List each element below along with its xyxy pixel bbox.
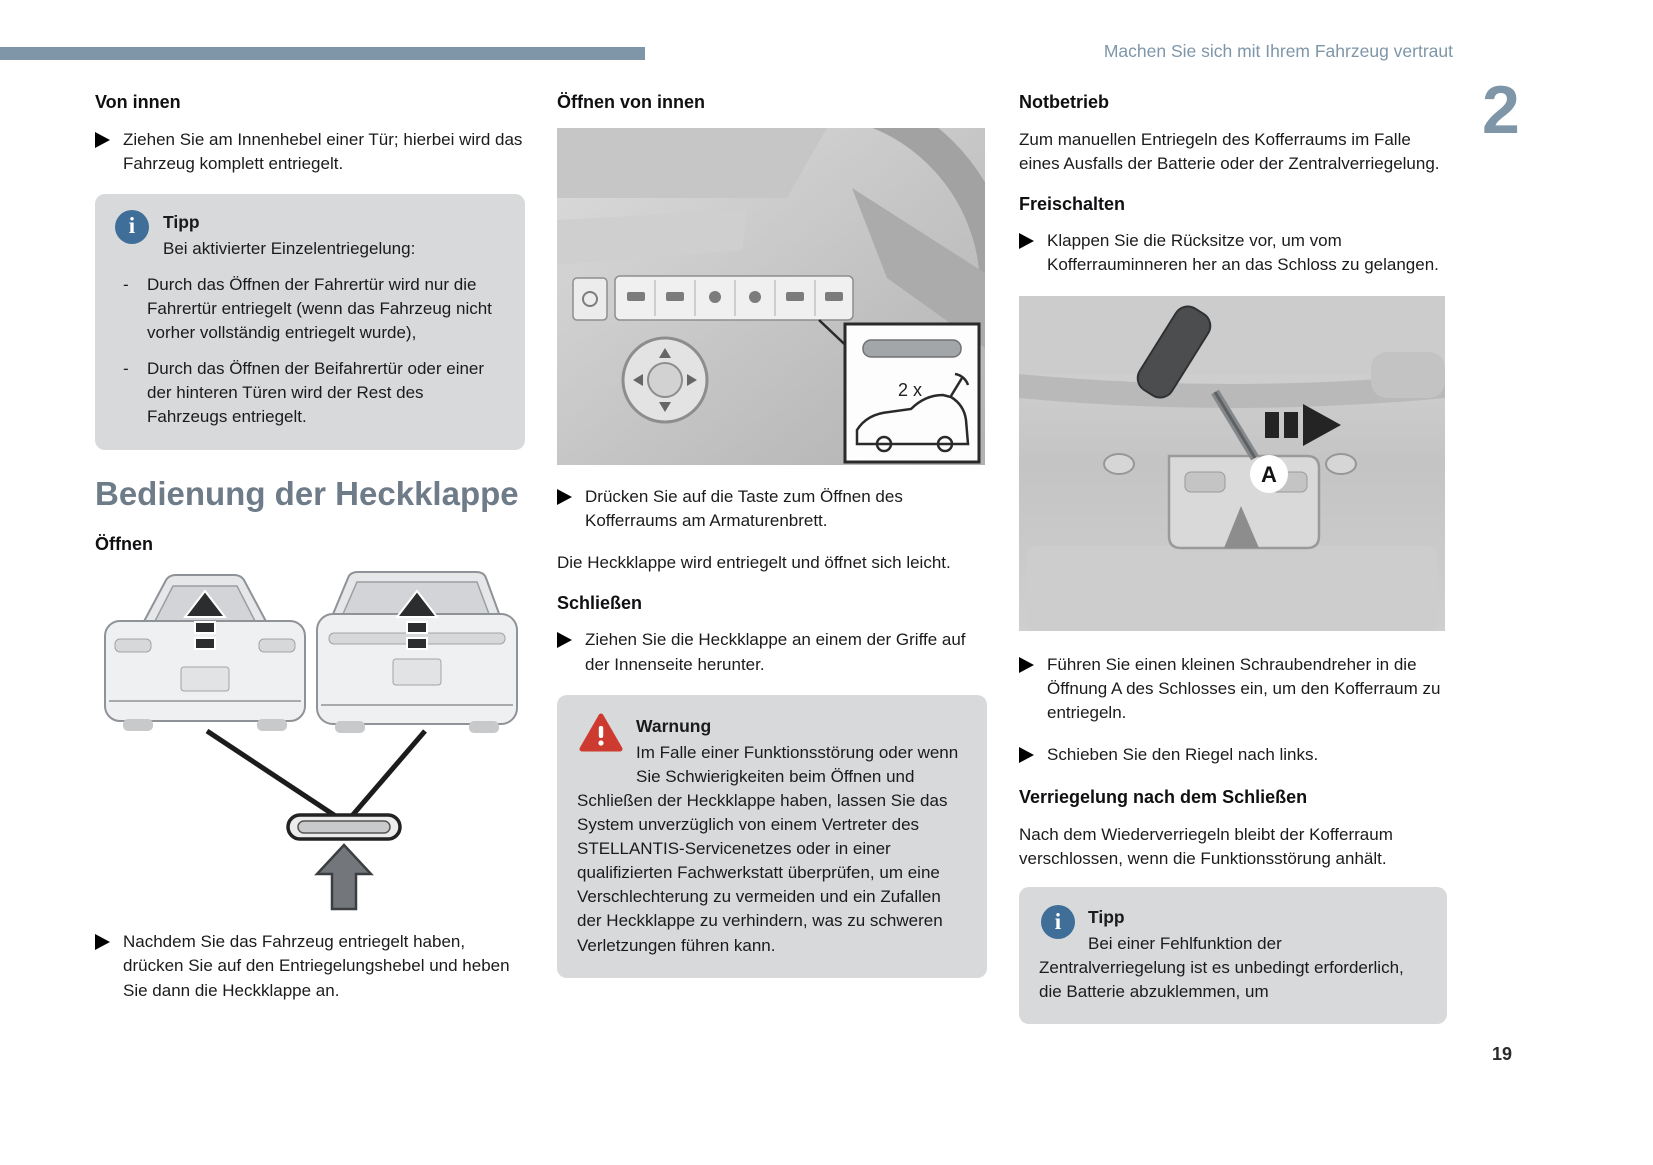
warning-title: Warnung	[636, 715, 712, 736]
section-heading-schliessen: Schließen	[557, 592, 643, 613]
tip-text: Bei einer Fehlfunktion der Zentralverriegelung ist es unbedingt erforderlich, die Batterie abzuklemmen, um	[1039, 933, 1404, 1001]
dash-glyph: -	[123, 359, 129, 379]
body-paragraph: Nach dem Wiederverriegeln bleibt der Kofferraum verschlossen, wenn die Funktionsstörung anhält.	[1019, 824, 1393, 868]
bullet-arrow-icon	[1019, 747, 1034, 763]
instruction-bullet	[557, 485, 987, 533]
page-number: 19	[1492, 1044, 1513, 1064]
column-right	[1019, 90, 1447, 1046]
label-a-text: A	[1261, 461, 1277, 487]
bullet-arrow-icon	[557, 632, 572, 648]
instruction-text: Führen Sie einen kleinen Schraubendreher in die Öffnung A des Schlosses ein, um den Kofferraum zu entriegeln.	[1047, 654, 1441, 722]
instruction-bullet	[557, 628, 987, 676]
tailgate-handle-icon	[288, 815, 400, 839]
info-glyph: i	[128, 213, 136, 239]
section-heading-freischalten: Freischalten	[1019, 193, 1126, 214]
info-icon	[1041, 905, 1075, 939]
bullet-arrow-icon	[557, 489, 572, 505]
tip-intro: Bei aktivierter Einzelentriegelung:	[163, 238, 416, 258]
screw-icon	[1326, 454, 1356, 474]
instruction-text: Klappen Sie die Rücksitze vor, um vom Kofferrauminneren her an das Schloss zu gelangen.	[1047, 231, 1439, 275]
instruction-bullet	[1019, 743, 1447, 767]
body-paragraph: Die Heckklappe wird entriegelt und öffnet sich leicht.	[557, 552, 951, 572]
figure-emergency-lock	[1019, 296, 1447, 631]
instruction-bullet	[95, 930, 525, 1002]
section-heading-verriegelung: Verriegelung nach dem Schließen	[1019, 787, 1308, 808]
screw-icon	[1104, 454, 1134, 474]
light-control-dial	[623, 338, 707, 422]
warning-box	[557, 695, 987, 978]
bullet-arrow-icon	[95, 132, 110, 148]
pointer-line	[207, 731, 337, 817]
dashboard-trim	[557, 128, 827, 198]
tip-box	[95, 194, 525, 450]
pointer-line	[351, 731, 425, 817]
press-count-label: 2 x	[897, 379, 923, 400]
figure-dashboard-button	[557, 128, 987, 465]
lock-mechanism-icon	[1169, 456, 1319, 548]
trunk-trim	[1371, 352, 1445, 398]
emergency-unlock-illustration	[1019, 296, 1445, 631]
dashboard-photo	[557, 128, 985, 465]
section-heading-notbetrieb: Notbetrieb	[1019, 92, 1109, 112]
instruction-bullet	[95, 128, 525, 176]
bullet-arrow-icon	[1019, 233, 1034, 249]
tip-title: Tipp	[1088, 906, 1125, 927]
dashboard-switch-panel	[573, 276, 853, 320]
header-rule	[0, 47, 645, 60]
column-left	[95, 90, 525, 1021]
lift-arrow-icon	[317, 845, 371, 909]
tip-list-item	[115, 357, 505, 429]
tip-item-text: Durch das Öffnen der Beifahrertür oder einer der hinteren Türen wird der Rest des Fahrzeugs entriegelt.	[147, 359, 485, 427]
bullet-arrow-icon	[1019, 657, 1034, 673]
body-paragraph: Zum manuellen Entriegeln des Kofferraums im Falle eines Ausfalls der Batterie oder der Zentralverriegelung.	[1019, 129, 1440, 173]
instruction-bullet	[1019, 229, 1447, 277]
tip-box	[1019, 887, 1447, 1024]
tip-list-item	[115, 273, 505, 345]
info-icon	[115, 210, 149, 244]
section-heading-oeffnen-von-innen: Öffnen von innen	[557, 92, 705, 112]
chapter-number: 2	[1482, 72, 1520, 148]
dash-glyph: -	[123, 274, 129, 294]
warning-text: Im Falle einer Funktionsstörung oder wenn Sie Schwierigkeiten beim Öffnen und Schließen der Heckklappe haben, lassen Sie das System unverzüglich von einem Vertreter des STELLANTIS-Servicenetzes oder in einer qualifizierten Fachwerkstatt überprüfen, um eine Verschlechterung zu vermeiden und ein Zufallen der Heckklappe zu verhindern, was zu schweren Verletzungen führen kann.	[577, 742, 959, 955]
figure-tailgate-open	[95, 569, 525, 914]
instruction-text: Nachdem Sie das Fahrzeug entriegelt haben, drücken Sie auf den Entriegelungshebel und heben Sie dann die Heckklappe an.	[123, 932, 510, 1000]
tip-title: Tipp	[163, 211, 200, 232]
instruction-text: Ziehen Sie am Innenhebel einer Tür; hierbei wird das Fahrzeug komplett entriegelt.	[123, 129, 523, 173]
instruction-text: Drücken Sie auf die Taste zum Öffnen des Kofferraums am Armaturenbrett.	[585, 486, 903, 530]
section-heading-von-innen: Von innen	[95, 92, 181, 112]
trunk-button-inset	[845, 324, 979, 462]
instruction-text: Ziehen Sie die Heckklappe an einem der Griffe auf der Innenseite herunter.	[585, 630, 966, 674]
trunk-button-icon	[863, 340, 961, 357]
instruction-bullet	[1019, 653, 1447, 725]
tip-item-text: Durch das Öffnen der Fahrertür wird nur die Fahrertür entriegelt (wenn das Fahrzeug nicht vorher vollständig entriegelt wurde),	[147, 274, 492, 343]
page-title: Bedienung der Heckklappe	[95, 474, 519, 512]
running-header: Machen Sie sich mit Ihrem Fahrzeug vertraut	[1103, 41, 1453, 61]
column-middle	[557, 90, 987, 1000]
instruction-text: Schieben Sie den Riegel nach links.	[1047, 744, 1319, 764]
bullet-arrow-icon	[95, 934, 110, 950]
label-a-badge	[1250, 455, 1288, 493]
tailgate-open-illustration	[95, 569, 525, 914]
section-heading-oeffnen: Öffnen	[95, 533, 153, 554]
trunk-trim	[1027, 546, 1437, 631]
warning-icon	[579, 713, 623, 760]
info-glyph: i	[1054, 908, 1062, 934]
